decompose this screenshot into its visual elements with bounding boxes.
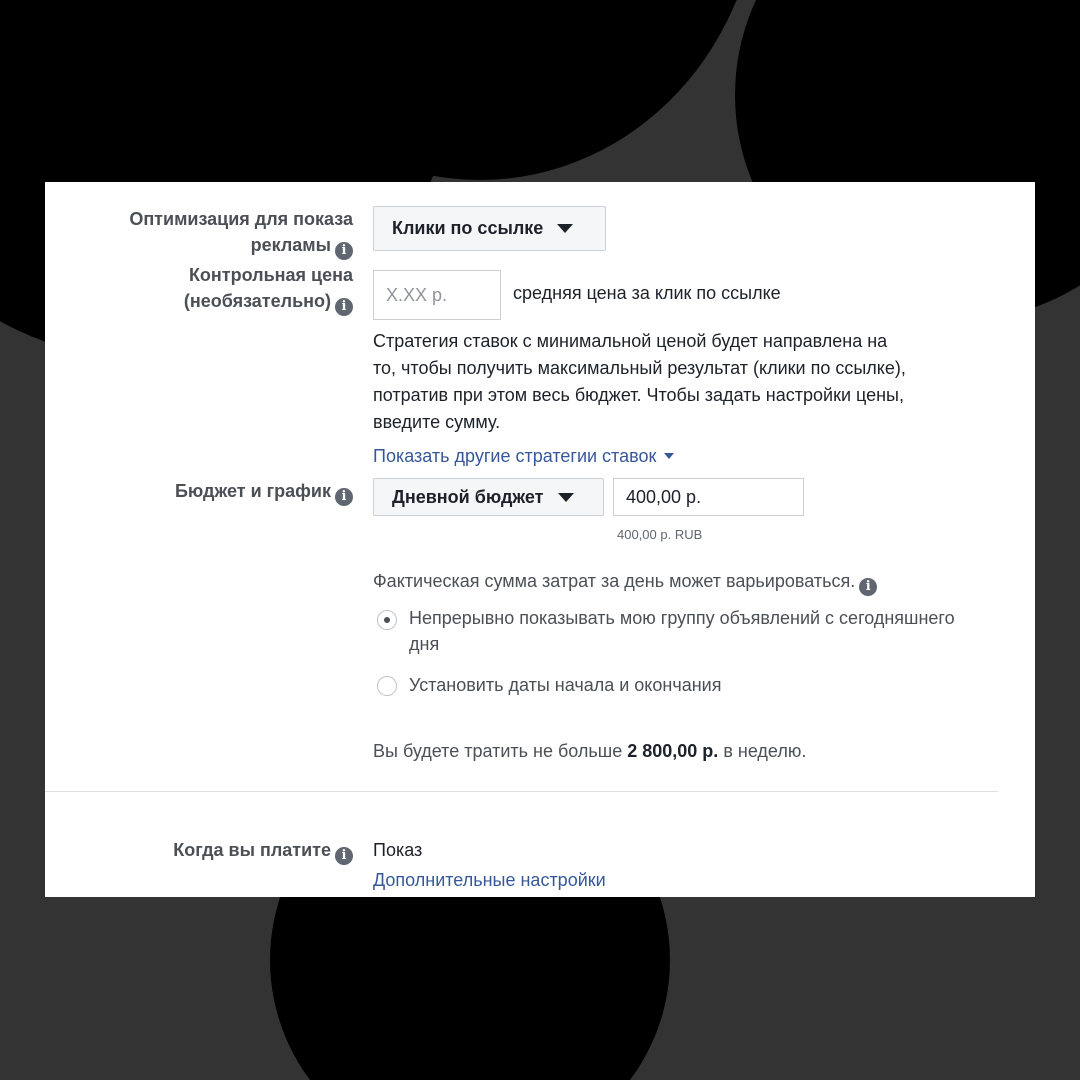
- optimization-dropdown[interactable]: Клики по ссылке: [373, 206, 606, 251]
- info-icon[interactable]: i: [335, 488, 353, 506]
- info-icon[interactable]: i: [335, 298, 353, 316]
- info-icon[interactable]: i: [335, 242, 353, 260]
- daily-spend-note: Фактическая сумма затрат за день может варьироваться. i: [373, 568, 877, 596]
- payment-label: Когда вы платите i: [53, 837, 353, 865]
- section-divider: [45, 791, 998, 792]
- budget-type-dropdown[interactable]: Дневной бюджет: [373, 478, 604, 516]
- show-other-strategies-link[interactable]: Показать другие стратегии ставок: [373, 446, 674, 467]
- advanced-settings-link[interactable]: Дополнительные настройки: [373, 870, 606, 890]
- budget-amount-input[interactable]: 400,00 р.: [613, 478, 804, 516]
- radio-continuous[interactable]: [377, 610, 397, 630]
- weekly-spend-summary: Вы будете тратить не больше 2 800,00 р. в неделю.: [373, 741, 807, 761]
- radio-start-end-dates[interactable]: [377, 676, 397, 696]
- payment-value: Показ: [373, 840, 423, 860]
- bid-strategy-description: Стратегия ставок с минимальной ценой будет направлена на то, чтобы получить максимальный результат (клики по ссылке), потратив при этом весь бюджет. Чтобы задать настройки цены, введите сумму.: [373, 331, 906, 432]
- radio-selected-dot: [384, 617, 390, 623]
- caret-down-icon: [557, 224, 573, 233]
- info-icon[interactable]: i: [335, 847, 353, 865]
- optimization-label: Оптимизация для показа рекламы i: [129, 209, 353, 258]
- caret-down-icon: [664, 453, 674, 459]
- currency-hint: 400,00 р. RUB: [617, 527, 703, 542]
- control-price-suffix: средняя цена за клик по ссылке: [513, 283, 781, 303]
- caret-down-icon: [558, 493, 574, 502]
- radio-start-end-dates-label[interactable]: Установить даты начала и окончания: [409, 675, 722, 695]
- control-price-label: Контрольная цена (необязательно) i: [183, 265, 353, 314]
- budget-label: Бюджет и график i: [53, 478, 353, 506]
- radio-continuous-label[interactable]: Непрерывно показывать мою группу объявлений с сегодняшнего дня: [409, 608, 955, 654]
- info-icon[interactable]: i: [859, 578, 877, 596]
- ad-set-settings-panel: [45, 182, 1035, 897]
- control-price-input[interactable]: X.XX р.: [373, 270, 501, 320]
